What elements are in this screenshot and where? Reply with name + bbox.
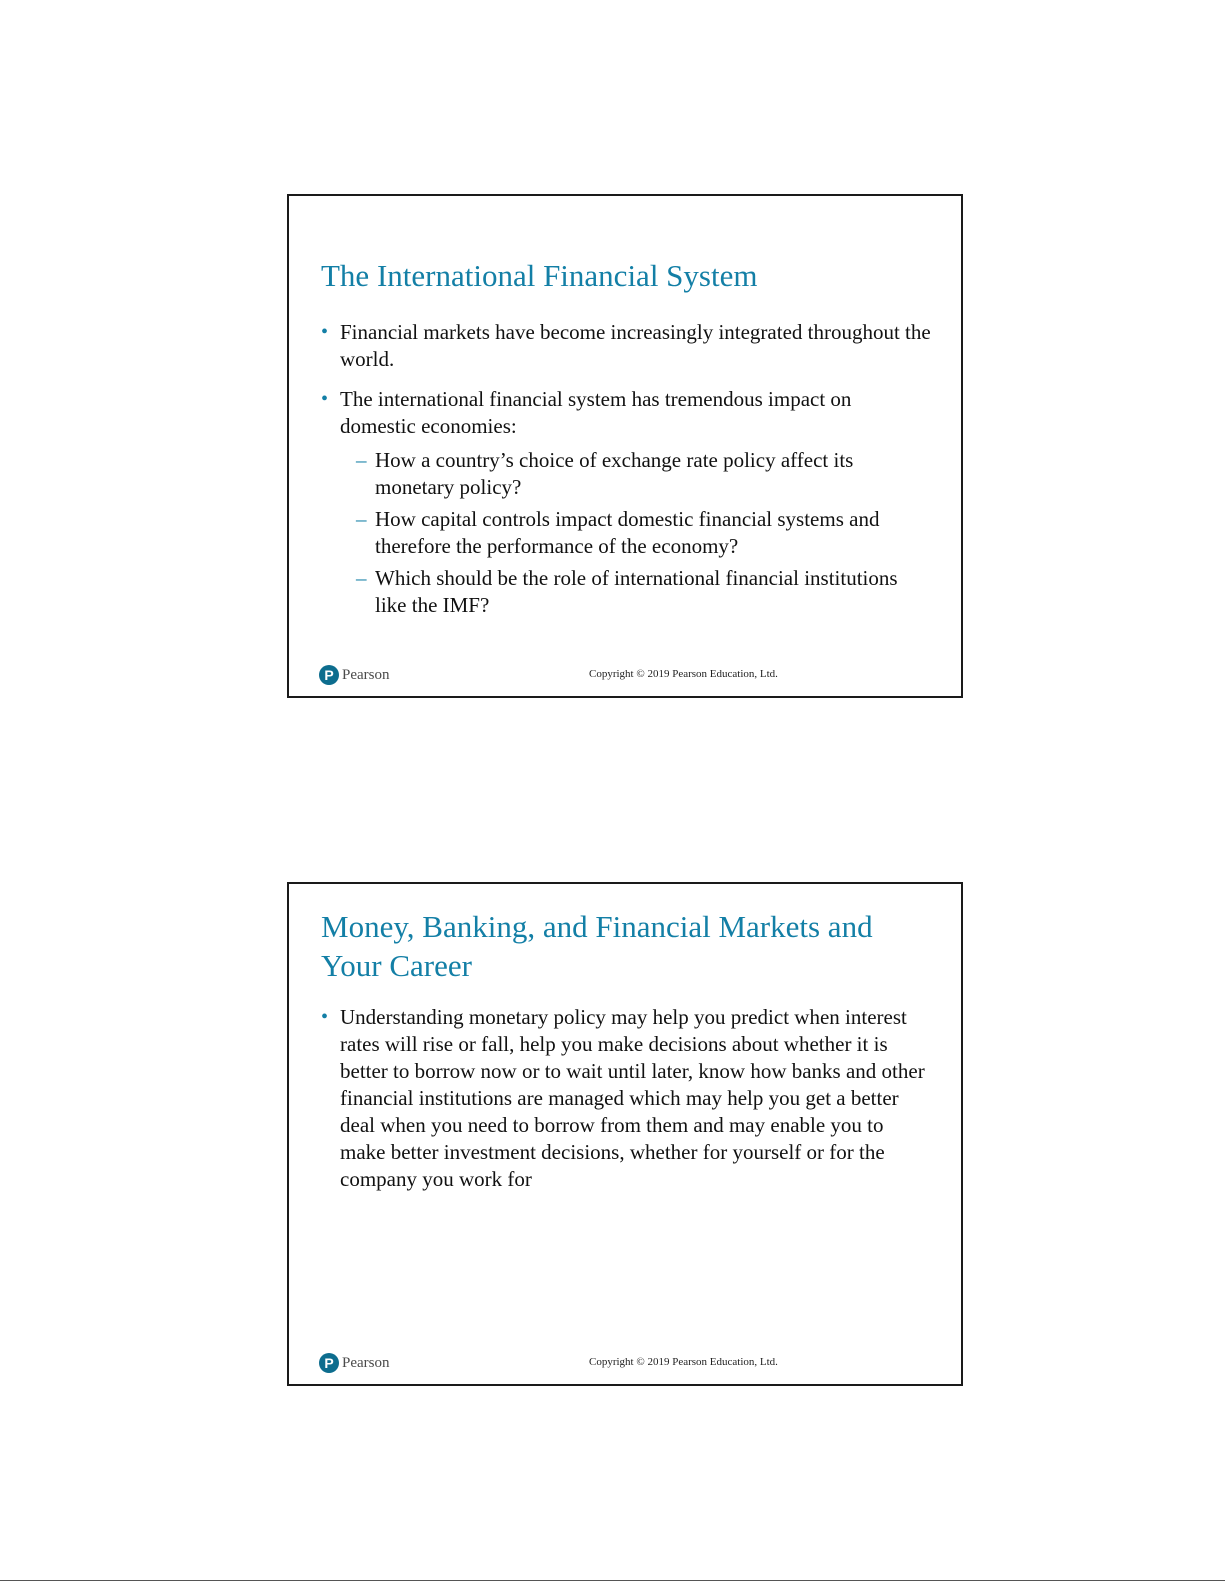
pearson-logo-icon: P <box>319 665 339 685</box>
slide-title: The International Financial System <box>321 258 758 293</box>
page-bottom-divider <box>0 1580 1225 1581</box>
pearson-logo-text: Pearson <box>342 666 390 683</box>
pearson-logo <box>319 663 390 687</box>
copyright-notice: Copyright © 2019 Pearson Education, Ltd. <box>589 1356 778 1368</box>
pearson-logo-text: Pearson <box>342 1354 390 1371</box>
bullet-item <box>321 1004 931 1193</box>
bullet-text: The international financial system has tremendous impact on domestic economies: <box>340 387 852 438</box>
bullet-item <box>321 319 931 373</box>
slide-international-financial-system <box>287 194 963 698</box>
bullet-list <box>321 319 931 632</box>
slide-money-banking-career <box>287 882 963 1386</box>
bullet-item <box>321 386 931 619</box>
slide-footer <box>319 663 931 687</box>
sub-bullet-item: – How a country’s choice of exchange rate policy affect its monetary policy? <box>356 447 931 501</box>
slide-title: Money, Banking, and Financial Markets and Your Career <box>321 909 873 983</box>
copyright-notice: Copyright © 2019 Pearson Education, Ltd. <box>589 668 778 680</box>
sub-bullet-item: – How capital controls impact domestic financial systems and therefore the performance of the economy? <box>356 506 931 560</box>
bullet-text: Understanding monetary policy may help you predict when interest rates will rise or fall, help you make decisions about whether it is better to borrow now or to wait until later, know how banks and other financial institutions are managed which may help you get a better deal when you need to borrow from them and may enable you to make better investment decisions, whether for yourself or for the company you work for <box>340 1005 925 1191</box>
slide-footer <box>319 1351 931 1375</box>
sub-bullet-list <box>340 447 931 619</box>
pearson-logo <box>319 1351 390 1375</box>
sub-bullet-item: – Which should be the role of international financial institutions like the IMF? <box>356 565 931 619</box>
bullet-list <box>321 1004 931 1206</box>
pearson-logo-icon: P <box>319 1353 339 1373</box>
bullet-text: Financial markets have become increasingly integrated throughout the world. <box>340 320 931 371</box>
